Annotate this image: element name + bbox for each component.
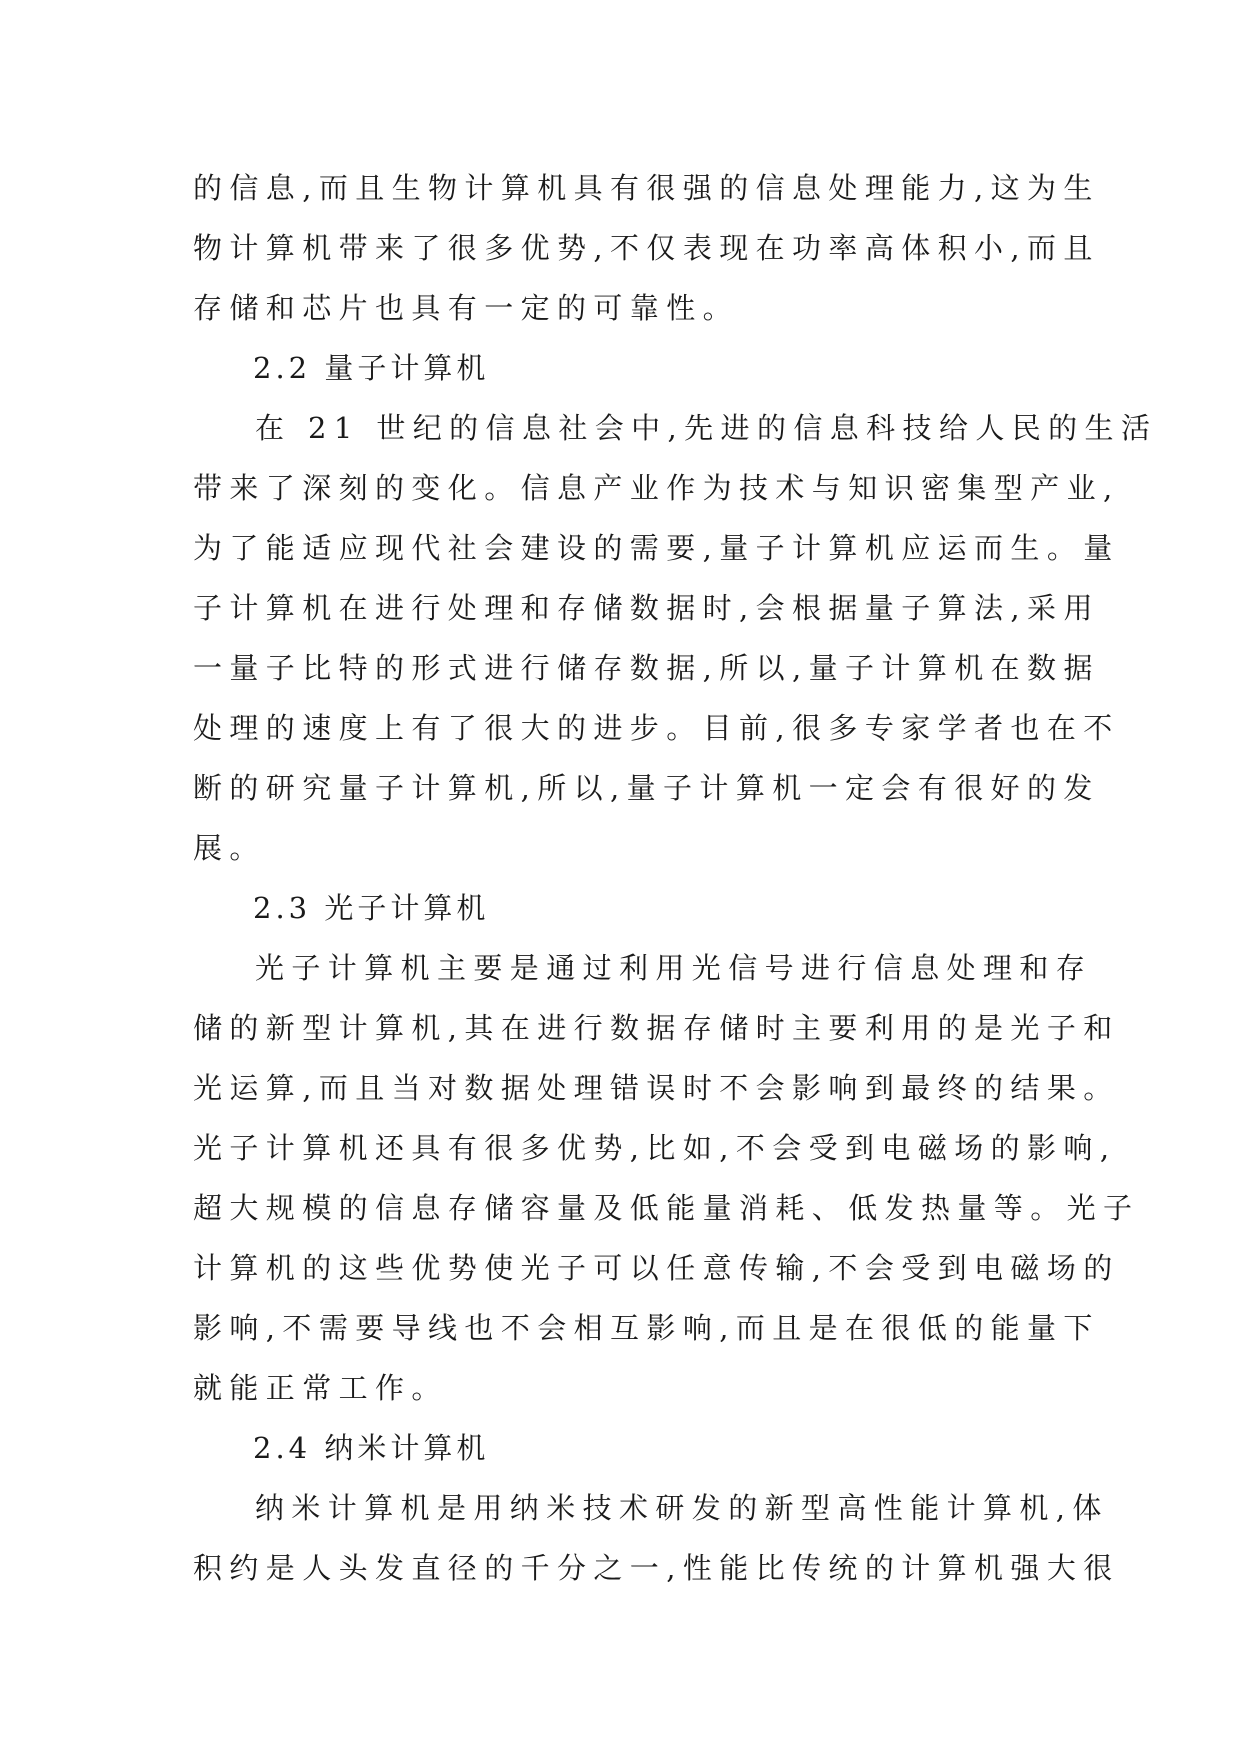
section-heading: 2.3 光子计算机 (253, 891, 490, 925)
text-line: 超大规模的信息存储容量及低能量消耗、低发热量等。光子 (193, 1191, 1140, 1225)
text-line: 存储和芯片也具有一定的可靠性。 (193, 291, 740, 325)
text-line: 为了能适应现代社会建设的需要,量子计算机应运而生。量 (193, 531, 1120, 565)
text-line: 断的研究量子计算机,所以,量子计算机一定会有很好的发 (193, 771, 1100, 805)
section-heading: 2.4 纳米计算机 (253, 1431, 490, 1465)
paragraph-first-line: 光子计算机主要是通过利用光信号进行信息处理和存 (255, 951, 1093, 985)
paragraph-first-line: 在 21 世纪的信息社会中,先进的信息科技给人民的生活 (255, 411, 1158, 445)
text-line: 物计算机带来了很多优势,不仅表现在功率高体积小,而且 (193, 231, 1100, 265)
document-page (193, 158, 1158, 1598)
text-line: 的信息,而且生物计算机具有很强的信息处理能力,这为生 (193, 171, 1100, 205)
text-line: 展。 (193, 831, 266, 865)
text-line: 带来了深刻的变化。信息产业作为技术与知识密集型产业, (193, 471, 1120, 505)
text-line: 就能正常工作。 (193, 1371, 448, 1405)
text-line: 处理的速度上有了很大的进步。目前,很多专家学者也在不 (193, 711, 1120, 745)
text-line: 影响,不需要导线也不会相互影响,而且是在很低的能量下 (193, 1311, 1100, 1345)
text-line: 子计算机在进行处理和存储数据时,会根据量子算法,采用 (193, 591, 1100, 625)
text-line: 积约是人头发直径的千分之一,性能比传统的计算机强大很 (193, 1551, 1120, 1585)
text-line: 光子计算机还具有很多优势,比如,不会受到电磁场的影响, (193, 1131, 1117, 1165)
text-line: 储的新型计算机,其在进行数据存储时主要利用的是光子和 (193, 1011, 1120, 1045)
paragraph-first-line: 纳米计算机是用纳米技术研发的新型高性能计算机,体 (255, 1491, 1109, 1525)
text-line: 一量子比特的形式进行储存数据,所以,量子计算机在数据 (193, 651, 1100, 685)
section-heading: 2.2 量子计算机 (253, 351, 490, 385)
text-line: 光运算,而且当对数据处理错误时不会影响到最终的结果。 (193, 1071, 1120, 1105)
text-line: 计算机的这些优势使光子可以任意传输,不会受到电磁场的 (193, 1251, 1120, 1285)
